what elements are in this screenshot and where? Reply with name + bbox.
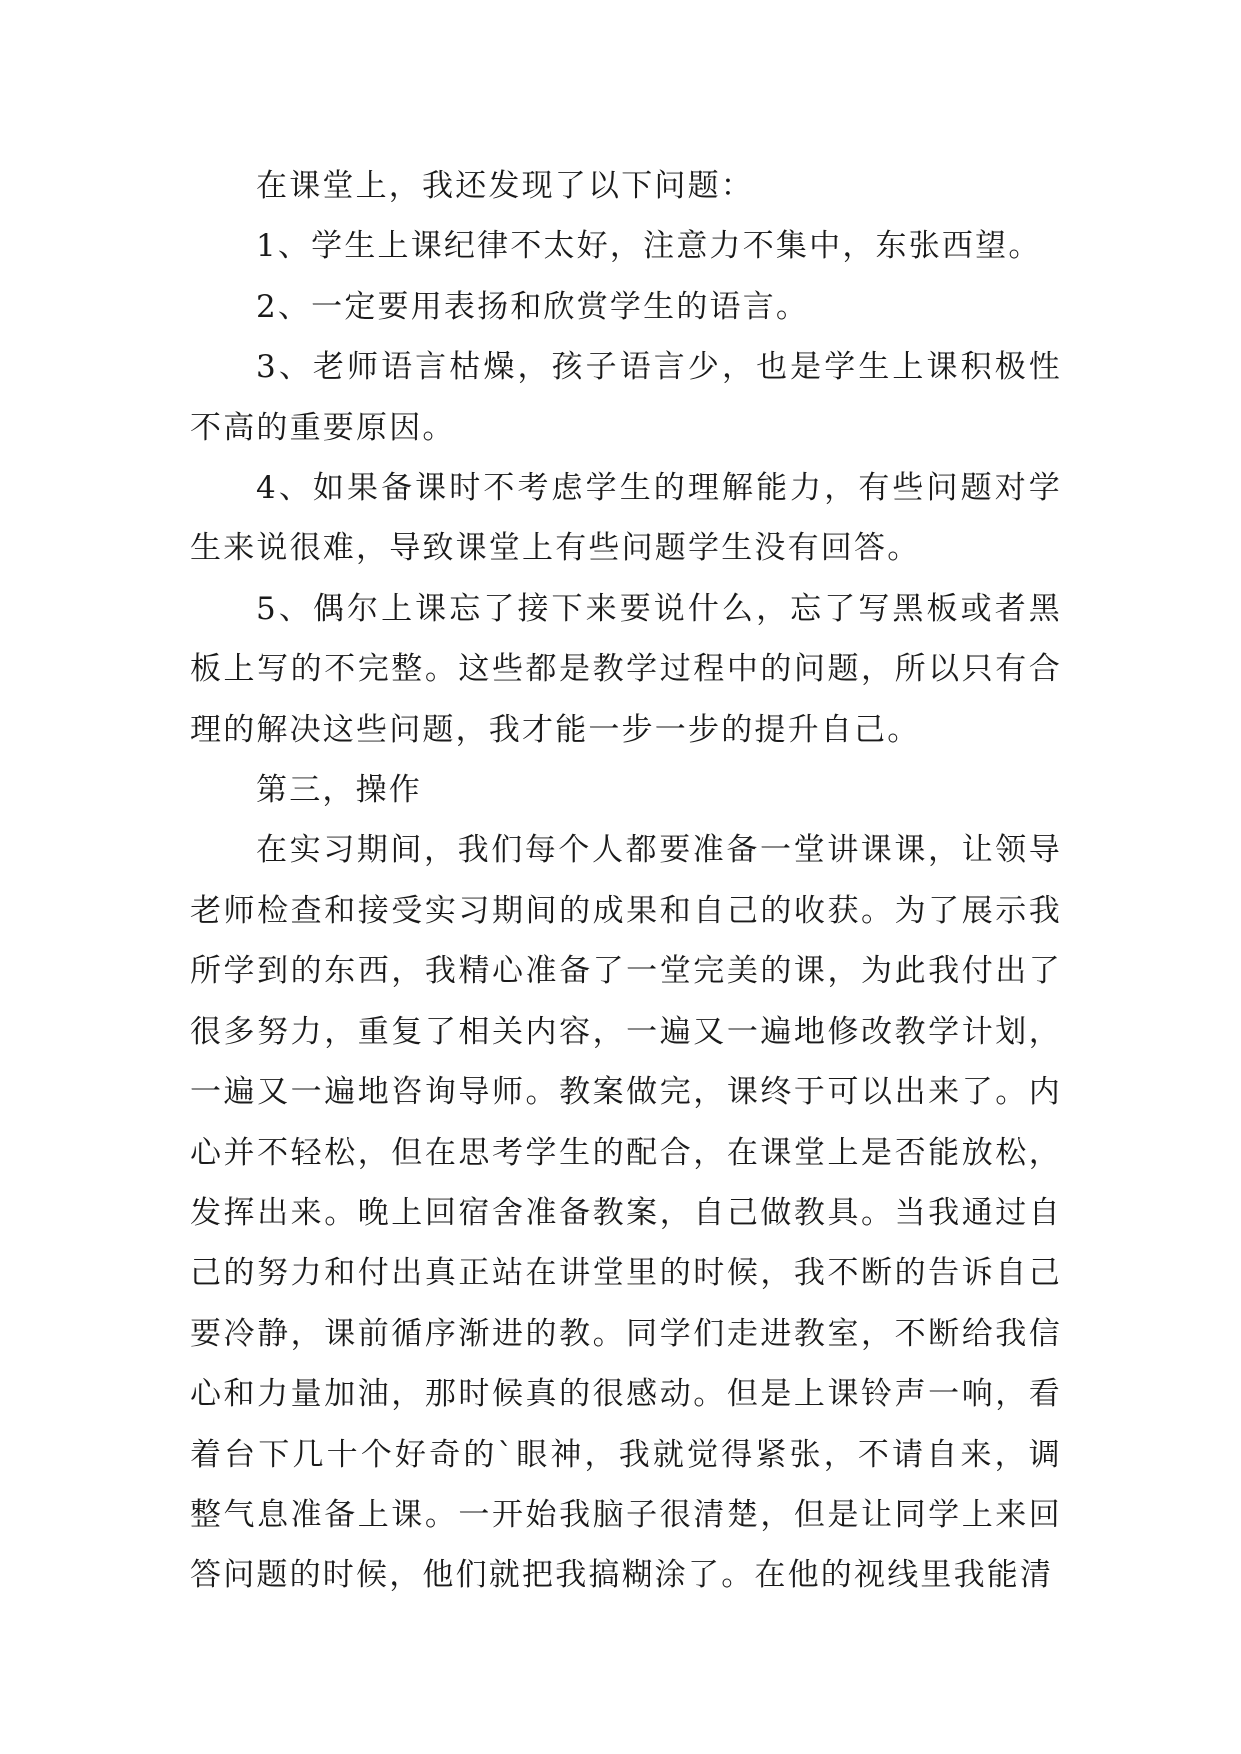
paragraph-intro: 在课堂上，我还发现了以下问题： bbox=[256, 168, 754, 204]
paragraph-item-4: 4、如果备课时不考虑学生的理解能力，有些问题对学生来说很难，导致课堂上有些问题学生没有回答。 bbox=[190, 470, 1062, 567]
paragraph-body: 在实习期间，我们每个人都要准备一堂讲课课，让领导老师检查和接受实习期间的成果和自己的收获。为了展示我所学到的东西，我精心准备了一堂完美的课，为此我付出了很多努力，重复了相关内容，一遍又一遍地修改教学计划，一遍又一遍地咨询导师。教案做完，课终于可以出来了。内心并不轻松，但在思考学生的配合，在课堂上是否能放松，发挥出来。晚上回宿舍准备教案，自己做教具。当我通过自己的努力和付出真正站在讲堂里的时候，我不断的告诉自己要冷静，课前循序渐进的教。同学们走进教室，不断给我信心和力量加油，那时候真的很感动。但是上课铃声一响，看着台下几十个好奇的`眼神，我就觉得紧张，不请自来，调整气息准备上课。一开始我脑子很清楚，但是让同学上来回答问题的时候，他们就把我搞糊涂了。在他的视线里我能清 bbox=[190, 832, 1062, 1594]
paragraph-item-2: 2、一定要用表扬和欣赏学生的语言。 bbox=[256, 288, 810, 325]
paragraph-item-5: 5、偶尔上课忘了接下来要说什么，忘了写黑板或者黑板上写的不完整。这些都是教学过程中的问题，所以只有合理的解决这些问题，我才能一步一步的提升自己。 bbox=[190, 590, 1062, 748]
document-body bbox=[190, 156, 1062, 1606]
paragraph-item-3: 3、老师语言枯燥，孩子语言少，也是学生上课积极性不高的重要原因。 bbox=[190, 349, 1062, 446]
section-heading: 第三，操作 bbox=[256, 772, 422, 809]
paragraph-item-1: 1、学生上课纪律不太好，注意力不集中，东张西望。 bbox=[256, 228, 1042, 265]
